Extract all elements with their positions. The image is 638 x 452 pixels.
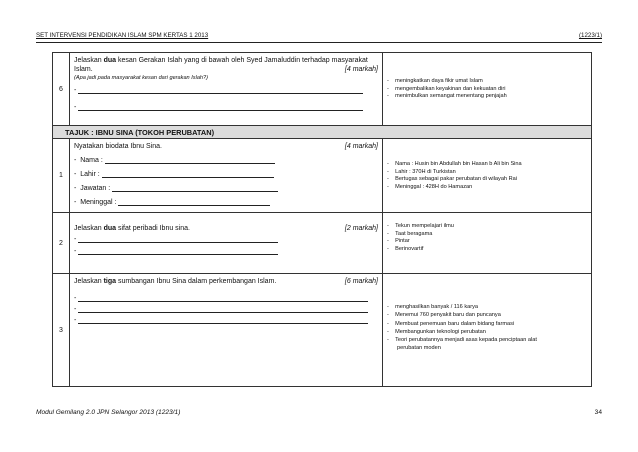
- answer-item: - Menemui 760 penyakit baru dan puncanya: [387, 312, 501, 319]
- answer-cell: [383, 213, 591, 273]
- question-row-2: [53, 213, 591, 274]
- answer-line: -: [74, 104, 378, 111]
- answer-item-continued: perubatan moden: [397, 345, 441, 352]
- question-cell: [70, 139, 383, 212]
- answer-item: - Berinovartif: [387, 245, 424, 252]
- biodata-field: - Jawatan :: [74, 185, 378, 192]
- question-row-3: [53, 274, 591, 386]
- answer-item: - Taat beragama: [387, 230, 433, 237]
- marks-label: [2 markah]: [344, 225, 378, 232]
- answer-item: - Meninggal : 428H do Hamazan: [387, 183, 473, 190]
- page-number: 34: [594, 409, 602, 416]
- question-text: Jelaskan tiga sumbangan Ibnu Sina dalam perkembangan Islam. [6 markah]: [74, 278, 378, 285]
- answer-item: - Pintar: [387, 238, 410, 245]
- answer-cell: [383, 274, 591, 386]
- question-text: Jelaskan dua kesan Gerakan Islah yang di bawah oleh Syed Jamaluddin terhadap masyarakat Islam. [4 markah]: [74, 57, 378, 73]
- answer-cell: [383, 53, 591, 125]
- answer-line: -: [74, 317, 378, 324]
- answer-line: -: [74, 87, 378, 94]
- header-code: (1223/1): [578, 32, 602, 39]
- question-number: 3: [53, 274, 70, 386]
- answer-line: -: [74, 248, 378, 255]
- question-row-6: [53, 53, 591, 126]
- question-hint: (Apa jadi pada masyarakat kesan dari gerakan Islah?): [74, 75, 209, 81]
- answer-item: - Tekun mempelajari ilmu: [387, 223, 454, 229]
- marks-label: [4 markah]: [344, 66, 378, 73]
- biodata-field: - Lahir :: [74, 171, 378, 178]
- question-cell: [70, 213, 383, 273]
- answer-line: -: [74, 306, 378, 313]
- answer-item: - Lahir : 370H di Turkistan: [387, 168, 456, 175]
- page-header: [36, 31, 602, 43]
- biodata-field: - Nama :: [74, 157, 378, 164]
- question-text: Jelaskan dua sifat peribadi Ibnu sina. [2 markah]: [74, 225, 378, 232]
- topic-heading: TAJUK : IBNU SINA (TOKOH PERUBATAN): [53, 126, 591, 139]
- answer-item: - menghasilkan banyak / 116 karya: [387, 304, 479, 310]
- answer-item: - Teori perubatannya menjadi asas kepada penciptaan alat: [387, 337, 537, 344]
- question-row-1: [53, 139, 591, 213]
- question-text: Nyatakan biodata Ibnu Sina. [4 markah]: [74, 143, 378, 150]
- answer-item: - meningkatkan daya fikir umat Islam: [387, 78, 483, 84]
- question-number: 6: [53, 53, 70, 125]
- answer-item: - Bertugas sebagai pakar perubatan di wilayah Rai: [387, 176, 517, 183]
- question-cell: [70, 274, 383, 386]
- question-number: 1: [53, 139, 70, 212]
- marks-label: [4 markah]: [344, 143, 378, 150]
- answer-item: - menimbulkan semangat menentang penjajah: [387, 93, 507, 100]
- answer-item: - Membuat penemuan baru dalam bidang farmasi: [387, 320, 515, 327]
- question-cell: [70, 53, 383, 125]
- question-table: [52, 52, 592, 387]
- question-number: 2: [53, 213, 70, 273]
- marks-label: [6 markah]: [344, 278, 378, 285]
- biodata-field: - Meninggal :: [74, 199, 378, 206]
- footer-title: Modul Gemilang 2.0 JPN Selangor 2013 (1223/1): [36, 409, 181, 416]
- answer-line: -: [74, 236, 378, 243]
- answer-cell: [383, 139, 591, 212]
- answer-line: -: [74, 295, 378, 302]
- answer-item: - mengembalikan keyakinan dan kekuatan diri: [387, 85, 506, 92]
- answer-item: - Nama : Husin bin Abdullah bin Hasan b Ali bin Sina: [387, 161, 522, 167]
- header-title: SET INTERVENSI PENDIDIKAN ISLAM SPM KERTAS 1 2013: [36, 32, 209, 39]
- answer-item: - Membangunkan teknologi perubatan: [387, 328, 486, 335]
